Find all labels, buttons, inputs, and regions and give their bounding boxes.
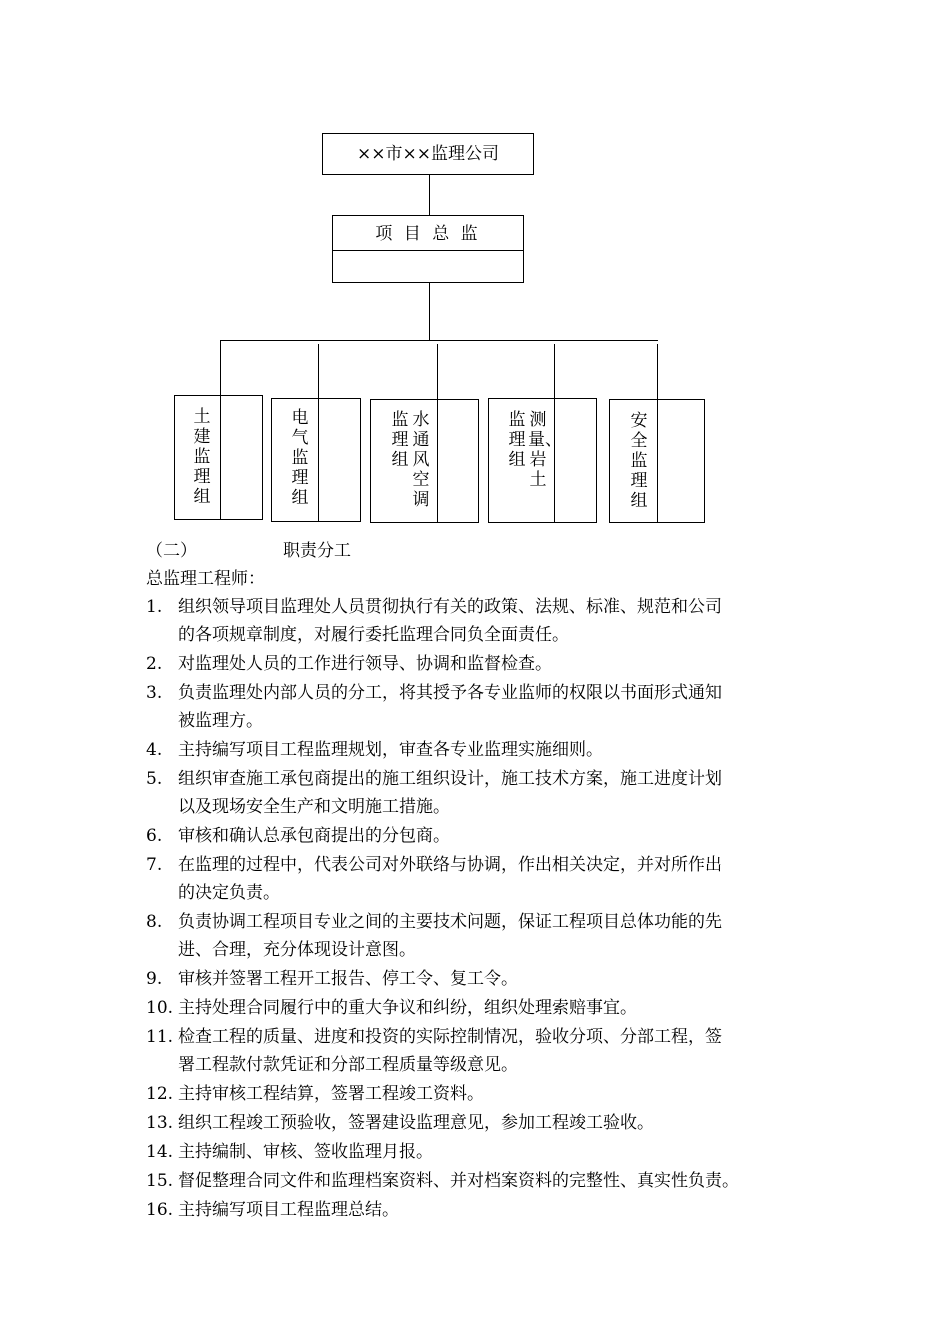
list-item-text-line: 负责监理处内部人员的分工，将其授予各专业监师的权限以书面形式通知 <box>178 683 722 703</box>
list-item <box>146 1138 816 1166</box>
group-label-survey-col1: 测量、岩土 <box>528 410 562 490</box>
list-item <box>146 650 816 678</box>
list-item-text-line: 主持编写项目工程监理规划，审查各专业监理实施细则。 <box>178 740 603 760</box>
group-box-civil <box>174 395 263 520</box>
list-item <box>146 736 816 764</box>
list-item-text-line: 进、合理，充分体现设计意图。 <box>178 940 416 960</box>
director-label: 项 目 总 监 <box>375 224 481 244</box>
list-item <box>146 1167 816 1195</box>
connector-director-bus <box>429 283 430 340</box>
list-item-number: 7. <box>146 855 163 875</box>
list-item-text-line: 组织审查施工承包商提出的施工组织设计，施工技术方案，施工进度计划 <box>178 769 722 789</box>
list-item <box>146 822 816 850</box>
role-title: 总监理工程师： <box>146 569 265 589</box>
list-item-text-line: 在监理的过程中，代表公司对外联络与协调，作出相关决定，并对所作出 <box>178 855 722 875</box>
group-box-survey-divider <box>554 398 555 523</box>
group-box-electrical <box>271 398 361 522</box>
list-item <box>146 1196 816 1224</box>
list-item <box>146 1023 816 1079</box>
group-label-hvac-col2: 监理组 <box>391 410 409 470</box>
section-number: （二） <box>146 541 197 561</box>
section-title: 职责分工 <box>283 541 351 561</box>
list-item-number: 8. <box>146 912 163 932</box>
group-label-hvac-col1: 水通风空调 <box>412 410 430 510</box>
list-item-number: 6. <box>146 826 163 846</box>
list-item-text-line: 组织领导项目监理处人员贯彻执行有关的政策、法规、标准、规范和公司 <box>178 597 722 617</box>
list-item-text-line: 主持审核工程结算，签署工程竣工资料。 <box>178 1084 484 1104</box>
list-item <box>146 1080 816 1108</box>
list-item-number: 2. <box>146 654 163 674</box>
list-item <box>146 1109 816 1137</box>
drop-3 <box>437 344 438 399</box>
group-label-safety: 安全监理组 <box>630 411 648 511</box>
list-item-number: 3. <box>146 683 163 703</box>
list-item-text-line: 署工程款付款凭证和分部工程质量等级意见。 <box>178 1055 518 1075</box>
drop-5 <box>657 344 658 399</box>
list-item-number: 14. <box>146 1142 174 1162</box>
group-label-electrical: 电气监理组 <box>291 408 309 508</box>
list-item-number: 15. <box>146 1171 174 1191</box>
duties-list <box>146 593 816 1225</box>
group-box-civil-divider <box>220 395 221 520</box>
list-item-text-line: 对监理处人员的工作进行领导、协调和监督检查。 <box>178 654 552 674</box>
list-item-text-line: 主持编写项目工程监理总结。 <box>178 1200 399 1220</box>
list-item-text-line: 主持编制、审核、签收监理月报。 <box>178 1142 433 1162</box>
list-item <box>146 679 816 735</box>
drop-4 <box>554 344 555 398</box>
list-item-number: 1. <box>146 597 163 617</box>
list-item-text-line: 主持处理合同履行中的重大争议和纠纷，组织处理索赔事宜。 <box>178 998 637 1018</box>
list-item-number: 13. <box>146 1113 174 1133</box>
list-item-number: 5. <box>146 769 163 789</box>
bus-line <box>220 340 658 341</box>
drop-1 <box>220 340 221 395</box>
list-item <box>146 994 816 1022</box>
list-item-number: 16. <box>146 1200 174 1220</box>
director-box-divider <box>332 250 524 251</box>
list-item-text-line: 督促整理合同文件和监理档案资料、并对档案资料的完整性、真实性负责。 <box>178 1171 739 1191</box>
section-heading <box>146 540 351 562</box>
drop-2 <box>318 344 319 398</box>
list-item-text-line: 组织工程竣工预验收，签署建设监理意见，参加工程竣工验收。 <box>178 1113 654 1133</box>
connector-company-director <box>429 175 430 215</box>
list-item-text-line: 以及现场安全生产和文明施工措施。 <box>178 797 450 817</box>
list-item-text-line: 的决定负责。 <box>178 883 280 903</box>
company-name: ××市××监理公司 <box>357 144 499 164</box>
list-item <box>146 851 816 907</box>
list-item-text-line: 负责协调工程项目专业之间的主要技术问题，保证工程项目总体功能的先 <box>178 912 722 932</box>
group-label-civil: 土建监理组 <box>193 407 211 507</box>
group-box-electrical-divider <box>318 398 319 522</box>
list-item-number: 11. <box>146 1027 174 1047</box>
group-box-safety-divider <box>657 399 658 523</box>
list-item-text-line: 审核和确认总承包商提出的分包商。 <box>178 826 450 846</box>
list-item-text-line: 的各项规章制度，对履行委托监理合同负全面责任。 <box>178 625 569 645</box>
list-item-text-line: 被监理方。 <box>178 711 263 731</box>
list-item-number: 10. <box>146 998 174 1018</box>
list-item <box>146 908 816 964</box>
list-item-number: 12. <box>146 1084 174 1104</box>
group-box-hvac-divider <box>437 399 438 523</box>
list-item <box>146 965 816 993</box>
group-label-survey-col2: 监理组 <box>508 410 526 470</box>
list-item <box>146 765 816 821</box>
list-item-number: 9. <box>146 969 163 989</box>
list-item-number: 4. <box>146 740 163 760</box>
list-item <box>146 593 816 649</box>
list-item-text-line: 检查工程的质量、进度和投资的实际控制情况，验收分项、分部工程，签 <box>178 1027 722 1047</box>
list-item-text-line: 审核并签署工程开工报告、停工令、复工令。 <box>178 969 518 989</box>
